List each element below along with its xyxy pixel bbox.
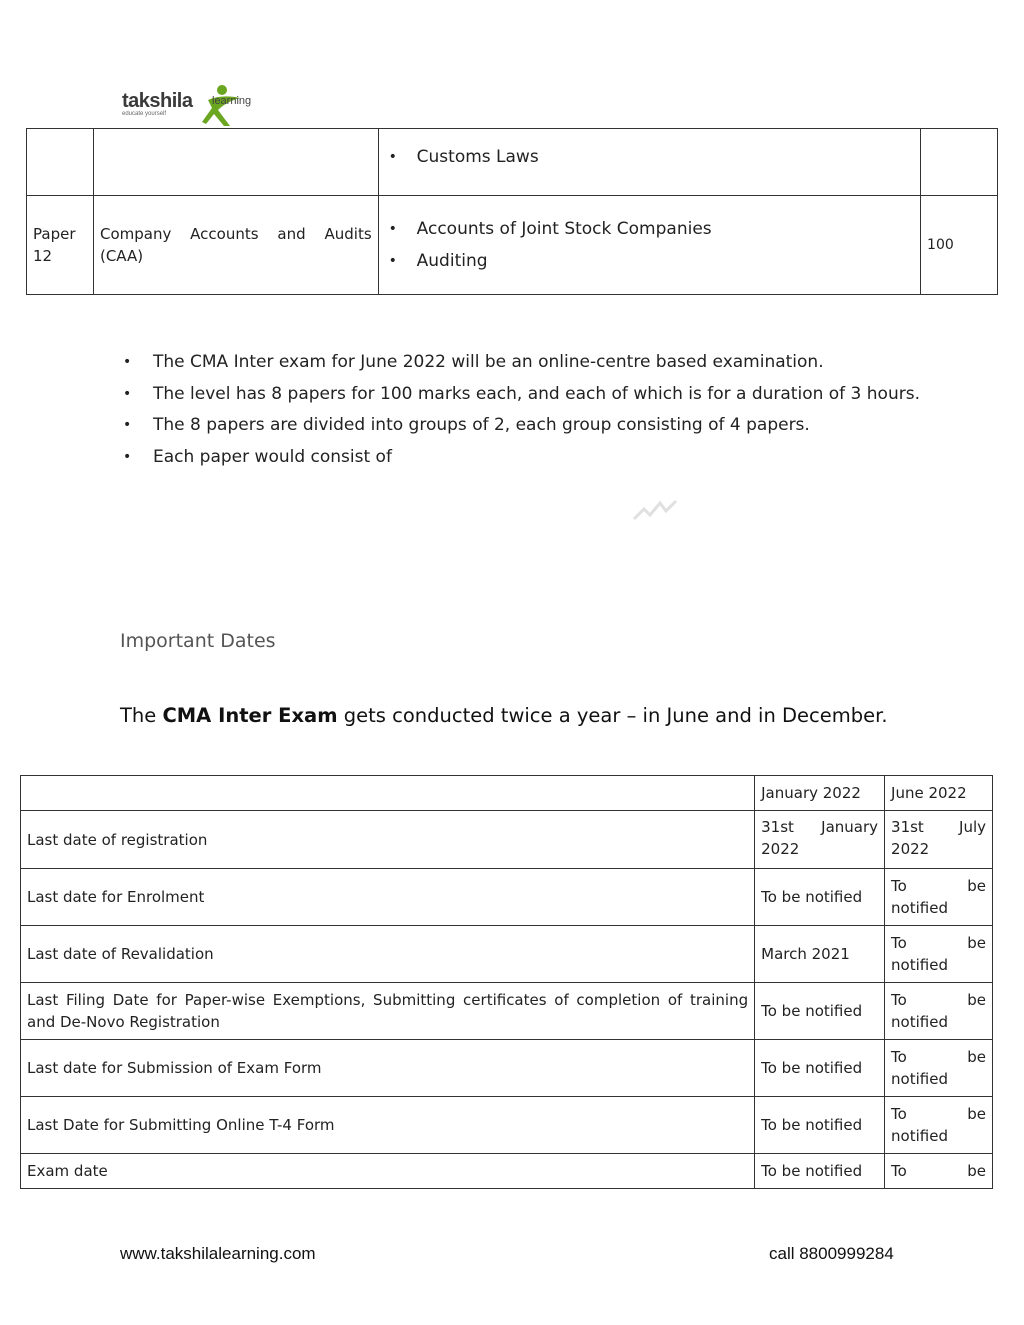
takshila-logo	[120, 78, 280, 128]
jun-value: To be notified	[891, 1048, 986, 1088]
table-row	[21, 1040, 993, 1097]
list-item: • Accounts of Joint Stock Companies	[385, 213, 914, 245]
jun-value: To be notified	[891, 934, 986, 974]
jan-cell: To be notified	[755, 1040, 885, 1097]
header-cell: January 2022	[755, 776, 885, 811]
lead-prefix: The	[120, 704, 163, 727]
list-item: • The level has 8 papers for 100 marks each, and each of which is for a duration of 3 hours.	[120, 379, 920, 411]
jun-cell	[885, 983, 993, 1040]
header-cell: June 2022	[885, 776, 993, 811]
paper-cell	[27, 129, 94, 196]
lead-paragraph	[120, 704, 888, 727]
logo-tagline: educate yourself	[122, 111, 167, 117]
dates-table	[20, 775, 993, 1189]
table-row	[21, 1154, 993, 1189]
label-cell: Last date of Revalidation	[21, 926, 755, 983]
table-row	[27, 129, 998, 196]
jan-cell: To be notified	[755, 983, 885, 1040]
jun-cell	[885, 1040, 993, 1097]
papers-table	[26, 128, 998, 295]
exam-info-list	[120, 347, 920, 473]
paper-name-cell	[93, 196, 378, 295]
jun-cell	[885, 926, 993, 983]
footer-website-link[interactable]: www.takshilalearning.com	[120, 1244, 316, 1263]
header-cell	[21, 776, 755, 811]
jun-value: To be notified	[891, 991, 986, 1031]
paper-cell: Paper 12	[27, 196, 94, 295]
list-item: • Auditing	[385, 245, 914, 277]
table-row	[21, 1097, 993, 1154]
table-row	[21, 983, 993, 1040]
jan-cell	[755, 811, 885, 869]
watermark-icon	[630, 495, 690, 525]
table-row	[21, 926, 993, 983]
footer-phone: call 8800999284	[769, 1244, 894, 1263]
topics-cell	[378, 196, 920, 295]
section-heading: Important Dates	[120, 630, 276, 652]
table-row	[21, 811, 993, 869]
label-cell: Last date of registration	[21, 811, 755, 869]
jun-cell	[885, 869, 993, 926]
label-cell	[21, 983, 755, 1040]
marks-cell	[921, 129, 998, 196]
table-row	[27, 196, 998, 295]
label-cell: Last date for Submission of Exam Form	[21, 1040, 755, 1097]
jan-cell: To be notified	[755, 869, 885, 926]
label-cell: Last Date for Submitting Online T-4 Form	[21, 1097, 755, 1154]
jun-value: To be notified	[891, 877, 986, 917]
table-row	[21, 869, 993, 926]
logo-word: takshila	[122, 90, 193, 112]
jan-cell: To be notified	[755, 1154, 885, 1189]
jun-cell	[885, 811, 993, 869]
list-item: • Customs Laws	[385, 141, 914, 173]
list-item: • The CMA Inter exam for June 2022 will be an online-centre based examination.	[120, 347, 920, 379]
paper-name-text: Company Accounts and Audits (CAA)	[99, 225, 372, 265]
paper-name-cell	[93, 129, 378, 196]
lead-suffix: gets conducted twice a year – in June and in December.	[337, 704, 888, 727]
lead-bold: CMA Inter Exam	[162, 704, 338, 727]
jun-cell	[885, 1154, 993, 1189]
marks-cell: 100	[921, 196, 998, 295]
jun-value: To be notified	[891, 1105, 986, 1145]
jun-cell	[885, 1097, 993, 1154]
table-header-row	[21, 776, 993, 811]
jan-cell: March 2021	[755, 926, 885, 983]
list-item: • Each paper would consist of	[120, 442, 920, 474]
label-text: Last Filing Date for Paper-wise Exemptions, Submitting certificates of completion of training and De-Novo Registration	[27, 991, 749, 1031]
jun-value: 31st July 2022	[891, 818, 986, 858]
label-cell: Exam date	[21, 1154, 755, 1189]
list-item: • The 8 papers are divided into groups of 2, each group consisting of 4 papers.	[120, 410, 920, 442]
label-cell: Last date for Enrolment	[21, 869, 755, 926]
topics-cell	[378, 129, 920, 196]
logo-word-learning: learning	[212, 95, 252, 107]
jan-value: 31st January 2022	[761, 818, 879, 858]
jun-value: To be	[891, 1162, 986, 1180]
jan-cell: To be notified	[755, 1097, 885, 1154]
